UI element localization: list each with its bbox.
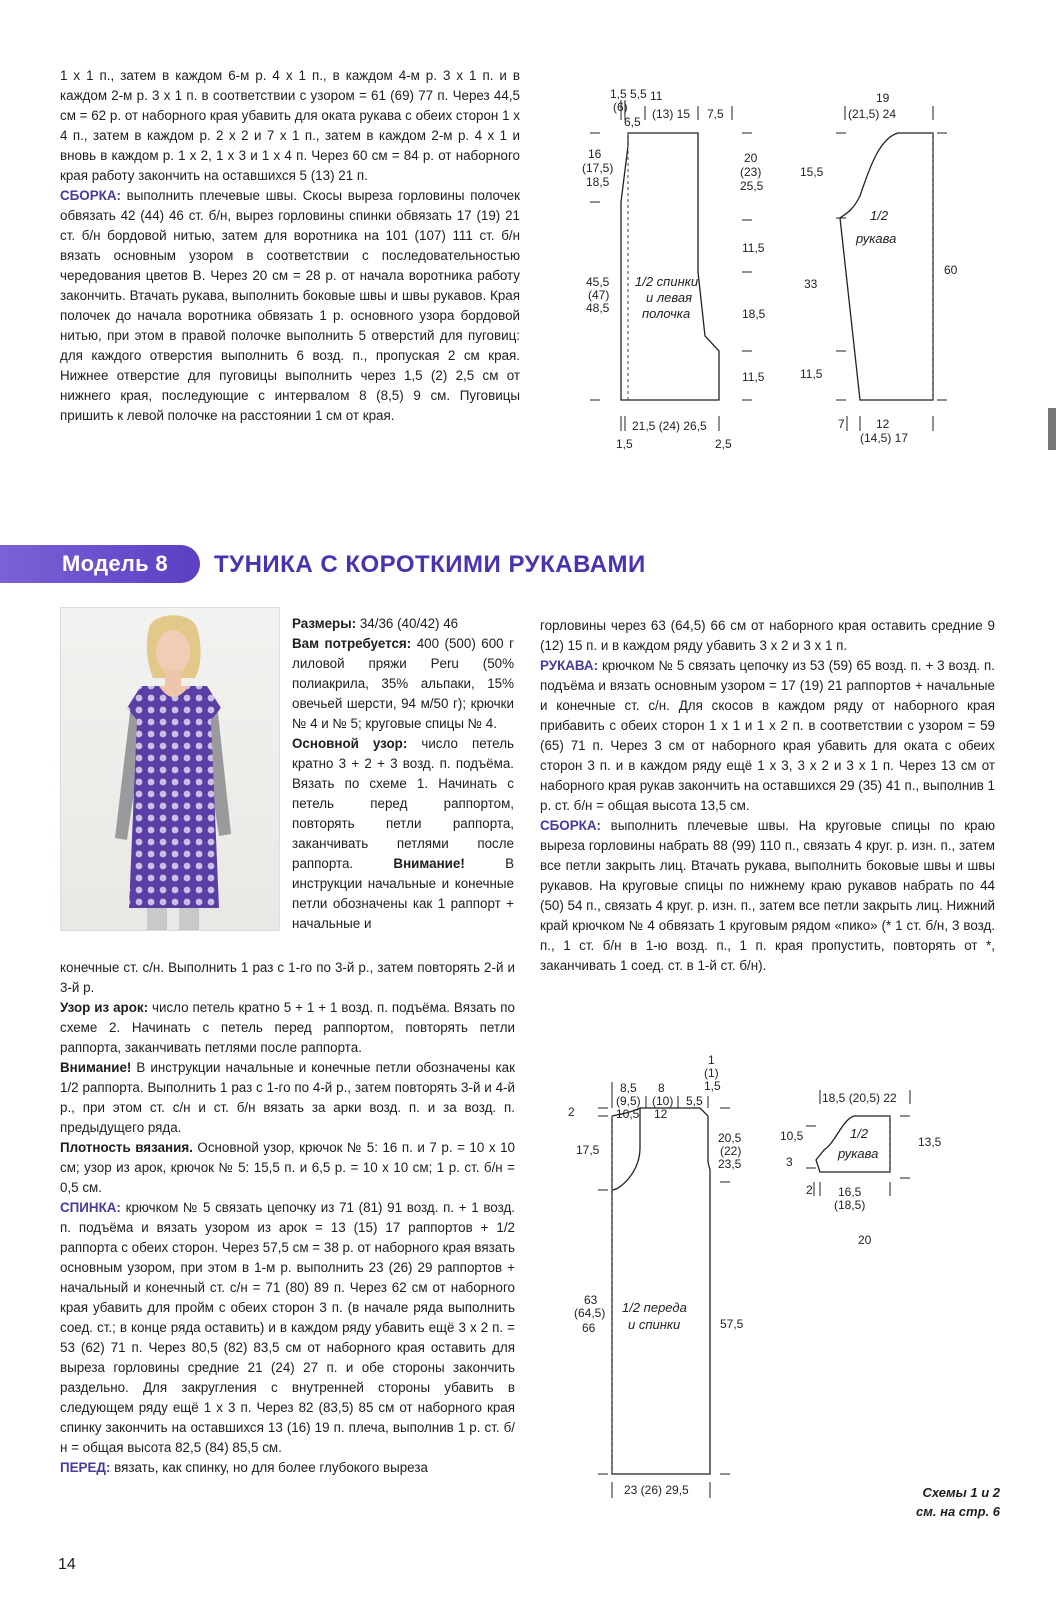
materials-text: 400 (500) 600 г лиловой пряжи Peru (50% полиакрила, 35% альпаки, 15% овечьей шерсти, 94 м/50 г); крючки № 4 и № 5; круговые спицы № 4. bbox=[292, 636, 514, 731]
sleeve-schema-bottom bbox=[780, 1090, 950, 1210]
front-text: вязать, как спинку, но для более глубокого выреза bbox=[110, 1460, 428, 1475]
sizes-text: 34/36 (40/42) 46 bbox=[356, 616, 459, 631]
sleeve-schema-top bbox=[800, 86, 960, 456]
main-pattern-text: число петель кратно 3 + 2 + 3 возд. п. подъёма. Вязать по схеме 1. Начинать с петель перед раппортом, повторять петли раппорта, заканчивать петлями после раппорта. bbox=[292, 736, 514, 871]
dim-label: (64,5) bbox=[574, 1306, 606, 1320]
dim-label: 19 bbox=[876, 91, 890, 105]
page-edge-mark bbox=[1048, 408, 1056, 450]
top-assembly-paragraph bbox=[60, 186, 520, 426]
back-label: СПИНКА: bbox=[60, 1200, 121, 1215]
sleeves-text: крючком № 5 связать цепочку из 53 (59) 65 возд. п. + 3 возд. п. подъёма и вязать основным узором = 17 (19) 21 раппортов + начальные и конечные ст. с/н. Для скосов в каждом ряду от наборного края прибавить с обеих сторон 1 х 1 и 1 х 2 п. в соответствии с узором = 59 (65) 71 п. Через 3 см от наборного края убавить для оката с обеих сторон 3 п. и в каждом ряду ещё 1 х 3, 3 х 2 и 3 х 1 п. Через 13 см от наборного края рукав закончить на оставшихся 29 (35) 41 п., выполнив 1 р. ст. б/н = общая высота 13,5 см. bbox=[540, 658, 995, 813]
neckline-paragraph: горловины через 63 (64,5) 66 см от наборного края оставить средние 9 (12) 15 п. и в каждом ряду убавить 3 х 2 и 3 х 1 п. bbox=[540, 618, 995, 653]
schema-label: 1/2 bbox=[870, 208, 889, 223]
dim-label: (9,5) bbox=[616, 1094, 641, 1108]
front-paragraph bbox=[60, 1458, 515, 1478]
materials-column bbox=[292, 614, 514, 934]
top-paragraph: 1 х 1 п., затем в каждом 6-м р. 4 х 1 п., в каждом 4-м р. 3 х 1 п. и в каждом 2-м р. 3 х 1 п. в соответствии с узором = 61 (69) 77 п. Через 44,5 см = 62 р. от наборного края убавить для оката рукава с обеих сторон 1 х 4 п., затем в каждом р. 2 х 2 и 7 х 1 п., затем в каждом 2-м р. 4 х 1 и вновь в каждом р. 1 х 2, 1 х 3 и 1 х 4 п. Через 60 см = 84 р. от наборного края работу закончить на оставшихся 5 (13) 21 п. bbox=[60, 68, 520, 183]
schema-label: и левая bbox=[646, 290, 693, 305]
main-pattern-label: Основной узор: bbox=[292, 736, 408, 751]
assembly-text: выполнить плечевые швы. На круговые спицы по краю выреза горловины набрать 88 (99) 110 п., связать 4 круг. р. изн. п., затем все петли закрыть лиц. Втачать рукава, выполнить боковые швы и швы рукавов. На круговые спицы по нижнему краю рукавов набрать по 44 (50) 54 п., связать 4 круг. р. изн. п., затем все петли закрыть лиц. Нижний край крючком № 4 обвязать 1 круговым рядом «пико» (* 1 ст. б/н, 3 возд. п., 1 ст. б/н в 1-ю возд. п., 1 п. края пропустить, повторять от *, заканчивать 1 соед. ст. в 1-й ст. б/н). bbox=[540, 818, 995, 973]
sizes-paragraph bbox=[292, 614, 514, 634]
dim-label: 2,5 bbox=[715, 437, 732, 451]
dim-label: 23,5 bbox=[718, 1157, 742, 1171]
attention-label-2: Внимание! bbox=[60, 1060, 132, 1075]
arch-pattern-label: Узор из арок: bbox=[60, 1000, 149, 1015]
attention-text: В инструкции начальные и конечные петли обозначены как 1 раппорт + начальные и bbox=[292, 856, 514, 931]
dim-label: (22) bbox=[720, 1144, 742, 1158]
sizes-label: Размеры: bbox=[292, 616, 357, 631]
dim-label: 16,5 bbox=[838, 1185, 862, 1199]
dim-label: 2 bbox=[806, 1183, 813, 1197]
dim-label: 8 bbox=[658, 1081, 665, 1095]
dim-label: (6) bbox=[613, 100, 628, 114]
dim-label: 7,5 bbox=[707, 107, 724, 121]
dim-label: 18,5 bbox=[742, 307, 766, 321]
dim-label: 57,5 bbox=[720, 1317, 744, 1331]
dim-label: 20 bbox=[744, 151, 758, 165]
continued-paragraph: конечные ст. с/н. Выполнить 1 раз с 1-го по 3-й р., затем повторять 2-й и 3-й р. bbox=[60, 960, 515, 995]
dim-label: 15,5 bbox=[800, 165, 824, 179]
pattern-outline bbox=[612, 1108, 710, 1474]
dim-label: (47) bbox=[588, 288, 610, 302]
dim-label: 16 bbox=[588, 147, 602, 161]
dim-label: 45,5 bbox=[586, 275, 610, 289]
dim-label: (18,5) bbox=[834, 1198, 866, 1212]
assembly-paragraph bbox=[540, 816, 995, 976]
dim-label: 7 bbox=[838, 417, 845, 431]
dim-label: 20 bbox=[858, 1233, 872, 1247]
dim-label: (1) bbox=[704, 1066, 719, 1080]
dim-label: 11,5 bbox=[800, 367, 823, 381]
attention-label: Внимание! bbox=[353, 856, 465, 871]
density-label: Плотность вязания. bbox=[60, 1140, 193, 1155]
sleeves-paragraph bbox=[540, 656, 995, 816]
dim-label: 12 bbox=[876, 417, 890, 431]
dim-label: 11,5 bbox=[742, 370, 765, 384]
dim-label: 6,5 bbox=[624, 115, 641, 129]
dim-label: (14,5) 17 bbox=[860, 431, 909, 445]
dim-label: 25,5 bbox=[740, 179, 764, 193]
dim-label: 66 bbox=[582, 1321, 596, 1335]
arch-pattern-text: число петель кратно 5 + 1 + 1 возд. п. подъёма. Вязать по схеме 2. Начинать с петель перед раппортом, повторять петли раппорта, заканчивать петлями после раппорта. bbox=[60, 1000, 515, 1055]
dim-label: 20,5 bbox=[718, 1131, 742, 1145]
left-text-column bbox=[60, 958, 515, 1478]
model-title: ТУНИКА С КОРОТКИМИ РУКАВАМИ bbox=[214, 551, 646, 578]
schemes-note-line1: Схемы 1 и 2 bbox=[922, 1485, 1000, 1500]
schemes-note-line2: см. на стр. 6 bbox=[916, 1504, 1000, 1519]
attention-paragraph bbox=[60, 1058, 515, 1138]
dim-label: 17,5 bbox=[576, 1143, 600, 1157]
attention-text-2: В инструкции начальные и конечные петли обозначены как 1/2 раппорта. Выполнить 1 раз с 1-го по 4-й р., затем повторять 3-й и 4-й р., при этом ст. с/н и ст. б/н вязать за арки возд. п. и за возд. п. предыдущего ряда. bbox=[60, 1060, 515, 1135]
pattern-outline bbox=[840, 133, 933, 400]
dim-label: 11 bbox=[650, 89, 663, 103]
schemes-note bbox=[900, 1483, 1000, 1521]
dim-label: 12 bbox=[654, 1107, 668, 1121]
pattern-outline bbox=[816, 1116, 890, 1172]
back-paragraph bbox=[60, 1198, 515, 1458]
top-assembly-text: выполнить плечевые швы. Скосы выреза горловины полочек обвязать 42 (44) 46 ст. б/н, вырез горловины спинки обвязать 17 (19) 21 ст. б/н бордовой нитью, затем для воротника на 101 (107) 111 ст. б/н вязать основным узором в соответствии с последовательностью чередования цветов В. Через 20 см = 28 р. от начала воротника работу закончить. Втачать рукава, выполнить боковые швы и швы рукавов. Края полочек до начала воротника обвязать 1 р. основного узора бордовой нитью, при этом в правой полочке выполнить 5 отверстий для пуговиц: для каждого отверстия выполнить 6 возд. п., пропуская 2 см края. Нижнее отверстие для пуговицы выполнить через 1,5 (2) 2,5 см от нижнего края, последующие с интервалом 8 (8,5) 9 см. Пуговицы пришить к левой полочке на расстоянии 1 см от края. bbox=[60, 188, 520, 423]
schema-label: и спинки bbox=[628, 1317, 681, 1332]
model-number: Модель 8 bbox=[62, 551, 168, 576]
right-text-column bbox=[540, 616, 995, 976]
dim-label: 63 bbox=[584, 1293, 598, 1307]
dim-label: (10) bbox=[652, 1094, 674, 1108]
dim-label: 18,5 (20,5) 22 bbox=[822, 1091, 897, 1105]
front-and-back-schema bbox=[560, 1052, 744, 1532]
materials-label: Вам потребуется: bbox=[292, 636, 412, 651]
dim-label: 3 bbox=[786, 1155, 793, 1169]
dim-label: 21,5 (24) 26,5 bbox=[632, 419, 707, 433]
dim-label: (13) 15 bbox=[652, 107, 691, 121]
model-photo bbox=[60, 607, 280, 931]
sleeve-schema-bottom-extra bbox=[856, 1232, 896, 1250]
schema-label: рукава bbox=[856, 231, 897, 246]
front-label: ПЕРЕД: bbox=[60, 1460, 111, 1475]
density-paragraph bbox=[60, 1138, 515, 1198]
density-text: Основной узор, крючок № 5: 16 п. и 7 р. = 10 х 10 см; узор из арок, крючок № 5: 15,5 п. и 6,5 р. = 10 х 10 см; 1 р. ст. б/н = 0,5 см. bbox=[60, 1140, 515, 1195]
dim-label: (23) bbox=[740, 165, 762, 179]
assembly-label: СБОРКА: bbox=[540, 818, 601, 833]
dim-label: (17,5) bbox=[582, 161, 614, 175]
sleeves-label: РУКАВА: bbox=[540, 658, 599, 673]
back-text: крючком № 5 связать цепочку из 71 (81) 91 возд. п. + 1 возд. п. подъёма и вязать узором из арок = 13 (15) 17 раппортов + 1/2 раппорта с обеих сторон. Через 57,5 см = 38 р. от наборного края вязать основным узором, при этом в 1-м р. выполнить 23 (26) 29 раппортов + начальный и конечный ст. с/н = 71 (80) 89 п. Через 62 см от наборного края убавить для пройм с обеих сторон 3 п. (в начале ряда выполнить соед. ст.; в конце ряда оставить) и в каждом ряду убавить ещё 3 х 2 п. = 53 (62) 71 п. Через 80,5 (82) 83,5 см от наборного края оставить для выреза горловины средние 21 (24) 27 п. и обе стороны закончить раздельно. Для закругления с внутренней стороны убавить в следующем ряду ещё 1 х 3 п. Через 82 (83,5) 85 см от наборного края спинку закончить на оставшихся 13 (16) 19 п. плеча, выполнив 1 р. ст. б/н = общая высота 82,5 (84) 85,5 см. bbox=[60, 1200, 515, 1455]
pattern-outline bbox=[621, 133, 719, 400]
dim-label: (21,5) 24 bbox=[848, 107, 897, 121]
top-assembly-label: СБОРКА: bbox=[60, 188, 121, 203]
schema-label: 1/2 переда bbox=[622, 1300, 687, 1315]
back-and-left-front-schema bbox=[580, 86, 770, 456]
dim-label: 11,5 bbox=[742, 241, 765, 255]
main-pattern-paragraph bbox=[292, 734, 514, 934]
dim-label: 8,5 bbox=[620, 1081, 637, 1095]
dim-label: 1 bbox=[708, 1053, 715, 1067]
materials-paragraph bbox=[292, 634, 514, 734]
arch-pattern-paragraph bbox=[60, 998, 515, 1058]
dim-label: 5,5 bbox=[686, 1094, 703, 1108]
dim-label: 18,5 bbox=[586, 175, 610, 189]
dim-label: 23 (26) 29,5 bbox=[624, 1483, 689, 1497]
dim-label: 10,5 bbox=[780, 1129, 804, 1143]
dim-label: 2 bbox=[568, 1105, 575, 1119]
schema-label: рукава bbox=[838, 1146, 879, 1161]
woman-in-tunic-image bbox=[61, 608, 279, 930]
dim-label: 1,5 5,5 bbox=[610, 87, 647, 101]
dim-label: 10,5 bbox=[616, 1107, 640, 1121]
dim-label: 1,5 bbox=[704, 1079, 721, 1093]
top-text-column bbox=[60, 66, 520, 426]
dim-label: 1,5 bbox=[616, 437, 633, 451]
schema-label: 1/2 спинки bbox=[635, 274, 699, 289]
dim-label: 13,5 bbox=[918, 1135, 942, 1149]
schema-label: полочка bbox=[642, 306, 691, 321]
dim-label: 60 bbox=[944, 263, 958, 277]
dim-label: 33 bbox=[804, 277, 818, 291]
schema-label: 1/2 bbox=[850, 1126, 869, 1141]
dim-label: 48,5 bbox=[586, 301, 610, 315]
page-number: 14 bbox=[58, 1556, 76, 1573]
